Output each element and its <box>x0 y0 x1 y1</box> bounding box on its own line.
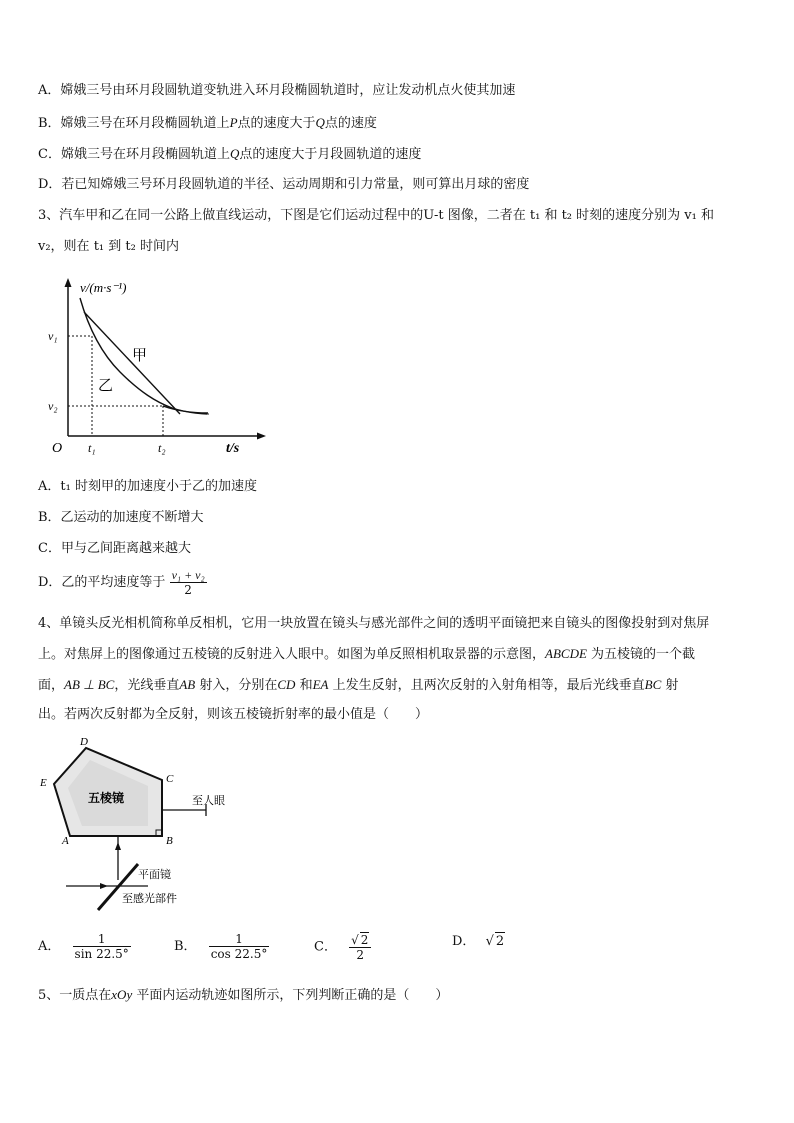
graph-t2-label: t₂ <box>158 441 166 455</box>
graph-y-label: v/(m·s⁻¹) <box>80 280 127 295</box>
graph-x-arrow <box>257 433 266 440</box>
q4-line3-ab: AB <box>179 677 196 692</box>
q4-option-c-radicand: 2 <box>360 933 369 947</box>
q3-option-d <box>38 568 207 597</box>
graph-v2-label: v₂ <box>48 399 58 413</box>
q4-option-a <box>38 932 131 961</box>
q2-option-b-mid: 点的速度大于 <box>237 116 316 131</box>
graph-v1-label: v₁ <box>48 329 58 343</box>
q2-option-b-pre: B．嫦娥三号在环月段椭圆轨道上 <box>38 116 230 131</box>
q2-option-a: A．嫦娥三号由环月段圆轨道变轨进入环月段椭圆轨道时，应让发动机点火使其加速 <box>38 83 516 98</box>
q4-line3-ab-perp-bc: AB ⊥ BC <box>64 677 115 692</box>
q4-option-a-den: sin 22.5° <box>74 947 129 961</box>
label-to-sensor: 至感光部件 <box>122 893 177 905</box>
q2-option-b-post: 点的速度 <box>324 116 377 131</box>
q3-option-a: A．t₁ 时刻甲的加速度小于乙的加速度 <box>38 479 257 494</box>
q4-option-c-num: √ 2 <box>349 932 371 948</box>
q3-option-d-fraction <box>170 568 207 597</box>
q3-option-b: B．乙运动的加速度不断增大 <box>38 510 204 525</box>
q3-velocity-time-graph <box>40 274 280 464</box>
q4-option-c-den: 2 <box>356 948 365 962</box>
q2-option-c-pre: C．嫦娥三号在环月段椭圆轨道上 <box>38 147 230 162</box>
q2-option-c <box>38 145 421 164</box>
q4-option-d-value: √ 2 <box>485 934 505 949</box>
q4-option-d-label: D． <box>452 934 476 949</box>
graph-x-label: t/s <box>226 441 240 456</box>
q4-option-c-label: C． <box>314 939 337 955</box>
q4-line3-mid2: 射入，分别在 <box>195 678 278 693</box>
q4-option-c <box>314 932 371 962</box>
q2-option-b-q: Q <box>315 115 325 130</box>
label-to-eye: 至人眼 <box>192 795 225 807</box>
q4-option-b-label: B． <box>174 939 197 954</box>
q3-option-c: C．甲与乙间距离越来越大 <box>38 541 191 556</box>
q4-line2 <box>38 645 695 664</box>
q4-option-d <box>452 932 505 951</box>
q4-option-a-fraction <box>73 932 131 961</box>
q2-option-b-p: P <box>229 115 238 130</box>
graph-jia-label: 甲 <box>132 348 148 364</box>
q4-option-b-den: cos 22.5° <box>210 947 268 961</box>
q4-option-b-fraction <box>209 932 270 961</box>
q4-line2-post: 为五棱镜的一个截 <box>586 647 696 662</box>
q4-option-c-fraction <box>349 932 371 962</box>
q4-option-a-num: 1 <box>73 932 131 947</box>
q3-option-d-den: 2 <box>184 583 192 597</box>
q4-line3-post: 射 <box>661 678 679 693</box>
q5-stem <box>38 986 448 1005</box>
q4-line3-cd: CD <box>277 677 296 692</box>
label-d: D <box>80 736 88 748</box>
graph-y-arrow <box>65 278 72 287</box>
q3-option-d-num: v₁ + v₂ <box>171 568 205 582</box>
q2-option-c-post: 点的速度大于月段圆轨道的速度 <box>239 147 422 162</box>
q4-option-a-label: A． <box>38 939 61 954</box>
label-mirror: 平面镜 <box>138 869 171 881</box>
q4-option-b-num: 1 <box>209 932 270 947</box>
q4-line1: 4、单镜头反光相机简称单反相机，它用一块放置在镜头与感光部件之间的透明平面镜把来自镜头的图像投射到对焦屏 <box>38 616 710 631</box>
ray-vertical-arrow <box>115 842 121 850</box>
graph-t1-label: t₁ <box>88 441 96 455</box>
q4-line3-mid3: 和 <box>295 678 313 693</box>
q2-option-c-q: Q <box>229 146 240 161</box>
q3-stem-line1: 3、汽车甲和乙在同一公路上做直线运动，下图是它们运动过程中的U-t 图像，二者在 t₁ 和 t₂ 时刻的速度分别为 v₁ 和 <box>38 208 714 223</box>
q2-option-d: D．若已知嫦娥三号环月段圆轨道的半径、运动周期和引力常量，则可算出月球的密度 <box>38 177 530 192</box>
q4-line4: 出。若两次反射都为全反射，则该五棱镜折射率的最小值是（ ） <box>38 707 429 722</box>
q4-option-b <box>174 932 269 961</box>
q4-line3-bc: BC <box>644 677 662 692</box>
q4-line2-abcde: ABCDE <box>545 646 587 661</box>
graph-yi-label: 乙 <box>98 378 114 394</box>
ray-incoming-arrow <box>100 883 108 889</box>
q4-line2-text: 上。对焦屏上的图像通过五棱镜的反射进入人眼中。如图为单反照相机取景器的示意图， <box>38 647 546 662</box>
label-c: C <box>166 773 174 785</box>
graph-origin-label: O <box>52 441 63 456</box>
q4-line3-ea: EA <box>312 677 329 692</box>
label-b: B <box>166 835 173 847</box>
q3-stem-line2: v₂，则在 t₁ 到 t₂ 时间内 <box>38 239 179 254</box>
label-a: A <box>62 835 69 847</box>
q4-line3-mid1: ，光线垂直 <box>114 678 180 693</box>
label-prism: 五棱镜 <box>88 791 125 805</box>
label-e: E <box>40 777 47 789</box>
q4-option-d-radicand: 2 <box>495 934 505 949</box>
q5-pre: 5、一质点在 <box>38 988 112 1003</box>
q3-option-d-pre: D．乙的平均速度等于 <box>38 575 166 590</box>
q4-line3 <box>38 676 678 695</box>
q2-option-b <box>38 114 377 133</box>
q5-post: 平面内运动轨迹如图所示，下列判断正确的是（ ） <box>132 988 449 1003</box>
q4-line3-mid4: 上发生反射，且两次反射的入射角相等，最后光线垂直 <box>328 678 645 693</box>
q4-pentaprism-diagram <box>38 734 278 914</box>
q4-line3-pre: 面， <box>38 678 65 693</box>
q5-xoy: xOy <box>111 987 133 1002</box>
